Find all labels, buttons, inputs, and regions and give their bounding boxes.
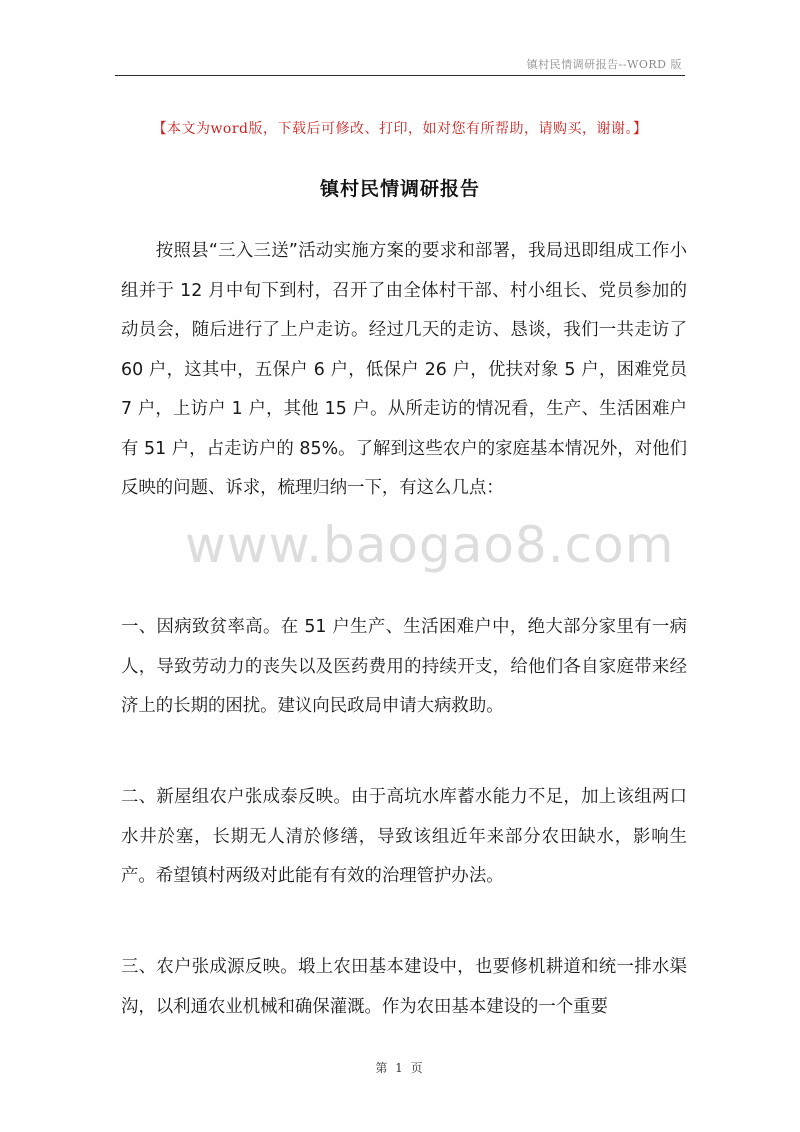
watermark: www.baogao8.com — [185, 516, 675, 574]
paragraph-intro: 按照县“三入三送”活动实施方案的要求和部署，我局迅即组成工作小组并于 12 月中旬下到村，召开了由全体村干部、村小组长、党员参加的动员会，随后进行了上户走访。经过几天的走访、恳谈，我们一共走访了 60 户，这其中，五保户 6 户，低保户 26 户，优扶对象 5 户，困难党员 7 户，上访户 1 户，其他 15 户。从所走访的情况看，生产、生活困难户有 51 户，占走访户的 85%。了解到这些农户的家庭基本情况外，对他们反映的问题、诉求，梳理归纳一下，有这么几点： — [121, 241, 687, 498]
header-divider — [115, 75, 685, 76]
paragraph-point-1: 一、因病致贫率高。在 51 户生产、生活困难户中，绝大部分家里有一病人，导致劳动力的丧失以及医药费用的持续开支，给他们各自家庭带来经济上的长期的困扰。建议向民政局申请大病救助。 — [121, 617, 687, 716]
paragraph-point-2: 二、新屋组农户张成泰反映。由于高坑水库蓄水能力不足，加上该组两口水井於塞，长期无人清於修缮，导致该组近年来部分农田缺水，影响生产。希望镇村两级对此能有有效的治理管护办法。 — [121, 787, 687, 886]
paragraph-point-3: 三、农户张成源反映。塅上农田基本建设中，也要修机耕道和统一排水渠沟，以利通农业机械和确保灌溉。作为农田基本建设的一个重要 — [121, 957, 687, 1017]
purchase-notice: 【本文为word版，下载后可修改、打印，如对您有所帮助，请购买，谢谢。】 — [152, 121, 648, 137]
running-header: 镇村民情调研报告--WORD 版 — [526, 58, 682, 71]
document-title: 镇村民情调研报告 — [319, 178, 480, 200]
page-number: 第 1 页 — [375, 1061, 425, 1075]
